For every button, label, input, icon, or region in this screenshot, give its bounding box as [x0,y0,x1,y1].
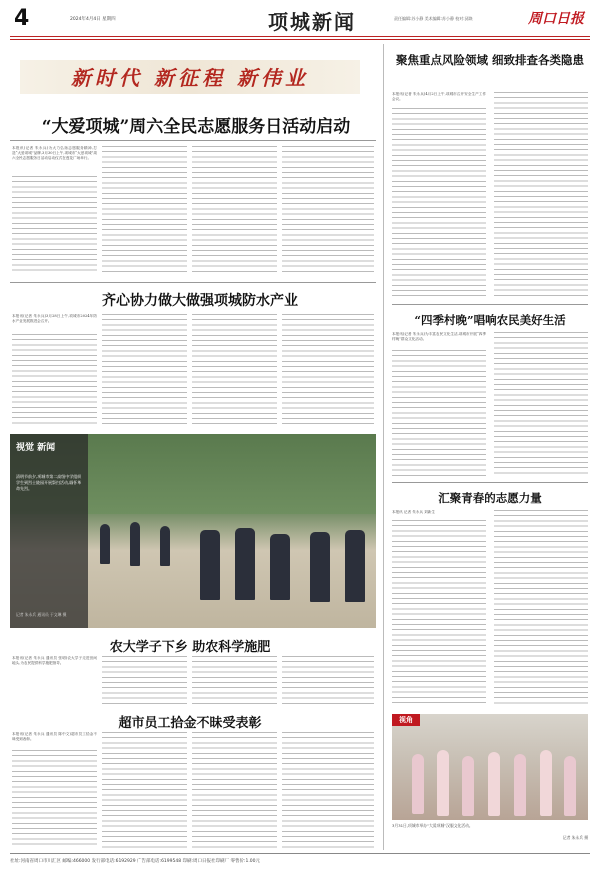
photo-dancer [437,750,449,816]
body-text-lines [12,750,97,848]
photo-dancer [462,756,474,816]
photo-student [200,530,220,600]
body-text-lines [192,146,277,274]
body-text-lines [102,656,187,704]
body-text-lines [392,520,486,704]
photo-dancer [412,754,424,814]
photo-credit: 记者 朱永兵 通讯员 于文琳 摄 [16,612,67,617]
body-text-lines [12,176,97,274]
photo-dancer [514,754,526,816]
article-title-fertilizer: 农大学子下乡 助农科学施肥 [109,640,271,655]
divider [392,482,588,483]
body-text-lines [392,108,486,298]
footer-info: 社址:河南省周口市川汇区 邮编:466000 发行部电话:6192929 广告部电话:6199548 印刷:周口日报社印刷厂 零售价:1.00元 [10,859,261,864]
body-text-lines [282,146,374,274]
photo-caption: 3月31日,项城市举办“大爱项城”汉服文化活动。 [392,823,473,828]
divider [10,282,376,283]
article-title-safety: 聚焦重点风险领域 细致排查各类隐患 [395,53,584,67]
article-lead-fertilizer: 本报讯(记者 朱永兵 通讯员 张明)农大学子走进田间地头,为农民提供科学施肥指导。 [12,656,97,666]
photo-student [100,524,110,564]
photo-dancer [488,752,500,816]
article-title-village-gala: “四季村晚”唱响农民美好生活 [414,313,566,327]
body-text-lines [102,314,187,426]
article-title-volunteer-day: “大爱项城”周六全民志愿服务日活动启动 [41,117,351,137]
photo-caption: 清明节前夕,项城市第二高级中学组织学生到烈士陵园开展祭扫活动,缅怀革命先烈。 [16,474,82,491]
divider [392,304,588,305]
photo-student [235,528,255,600]
footer-rule [10,853,590,854]
body-text-lines [12,334,97,426]
article-title-honest-clerk: 超市员工拾金不昧受表彰 [118,716,262,731]
banner-slogan: 新时代 新征程 新伟业 [71,66,309,90]
page-number: 4 [14,6,30,31]
body-text-lines [192,314,277,426]
article-lead-honest-clerk: 本报讯(记者 朱永兵 通讯员 陈中文)超市员工拾金不昧受到表彰。 [12,732,97,742]
photo-caption-panel [10,434,88,628]
body-text-lines [192,732,277,848]
article-title-waterproof: 齐心协力做大做强项城防水产业 [102,293,298,309]
photo-dancer [540,750,552,816]
header-rule-thin [10,39,590,40]
body-text-lines [494,510,588,704]
article-lead-safety: 本报讯(记者 朱永兵)4月2日上午,项城市召开安全生产工作会议。 [392,92,486,102]
newspaper-logo: 周口日报 [528,11,584,27]
body-text-lines [192,656,277,704]
body-text-lines [494,92,588,298]
section-title: 项城新闻 [268,10,356,34]
body-text-lines [282,656,374,704]
photo-student [345,530,365,602]
body-text-lines [494,332,588,476]
body-text-lines [102,146,187,274]
photo-student [130,522,140,566]
article-lead-youth-volunteers: 本报讯 记者 朱永兵 刘新生 [392,510,435,514]
body-text-lines [282,314,374,426]
body-text-lines [392,350,486,476]
body-text-lines [282,732,374,848]
article-lead-village-gala: 本报讯(记者 朱永兵)为丰富农民文化生活,项城市开展“四季村晚”群众文化活动。 [392,332,486,342]
photo-dancer [564,756,576,816]
divider [10,140,376,141]
photo-student [160,526,170,566]
column-separator [383,44,384,850]
article-lead-waterproof: 本报讯(记者 朱永兵)3月28日上午,项城市2024年防水产业发展推进会召开。 [12,314,97,324]
article-title-youth-volunteers: 汇聚青春的志愿力量 [438,491,542,505]
photo-tag: 视角 [392,714,420,726]
article-lead-volunteer-day: 本报讯(记者 朱永兵)为大力弘扬志愿服务精神,打造“大爱项城”品牌,3月30日上午,项城市“大爱项城”周六全民志愿服务日活动启动仪式在莲花广场举行。 [12,146,97,161]
photo-students-memorial [10,434,376,628]
photo-tag: 视觉 新闻 [16,443,56,453]
photo-credit: 记者 朱永兵 摄 [562,835,588,840]
editor-credits: 责任编辑:苏小静 美术编辑:苏小静 校对:邱焕 [394,16,473,21]
photo-hanfu-event [392,714,588,820]
photo-student [310,532,330,602]
photo-student [270,534,290,600]
header-rule [10,36,590,37]
body-text-lines [102,732,187,848]
issue-date: 2024年4月4日 星期四 [70,17,116,22]
